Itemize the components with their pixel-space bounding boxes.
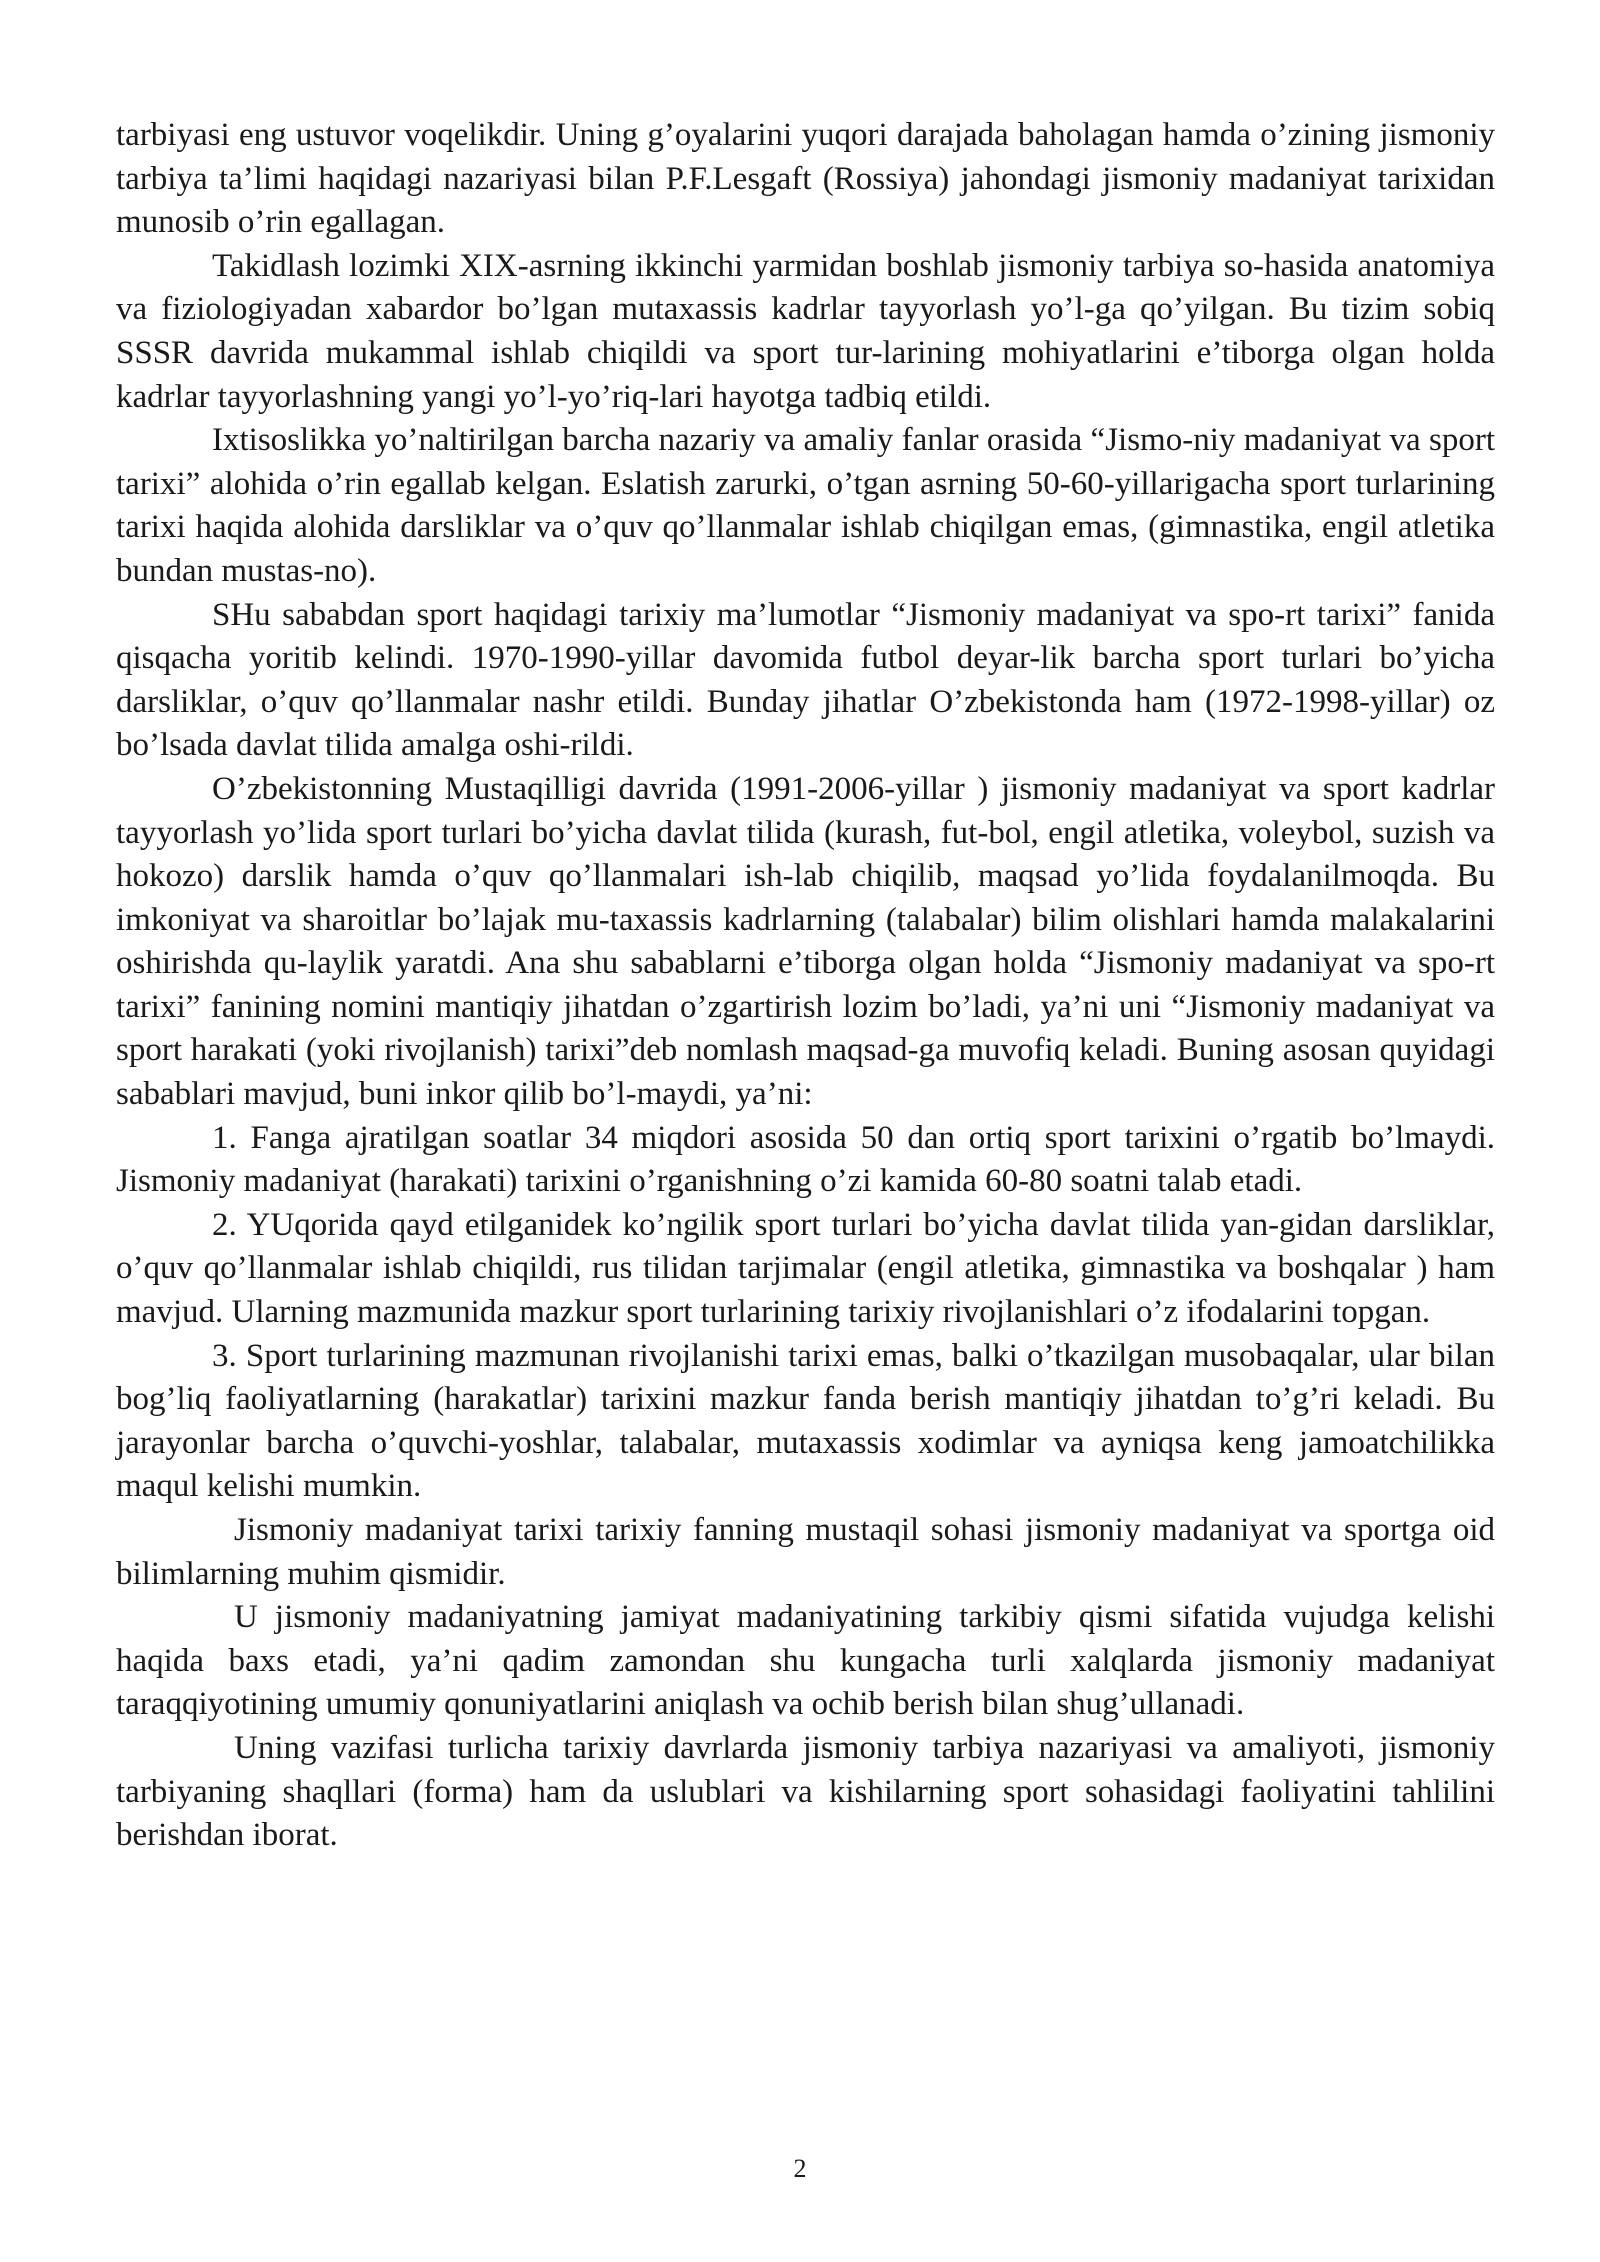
list-item: 3. Sport turlarining mazmunan rivojlanishi tarixi emas, balki o’tkazilgan musobaqalar, ular bilan bog’liq faoliyatlarning (harakatlar) tarixini mazkur fanda berish mantiqiy jihatdan to’g’ri keladi. Bu jarayonlar barcha o’quvchi-yoshlar, talabalar, mutaxassis xodimlar va ayniqsa keng jamoatchilikka maqul kelishi mumkin. xyxy=(116,1337,1495,1505)
paragraph: U jismoniy madaniyatning jamiyat madaniyatining tarkibiy qismi sifatida vujudga kelishi haqida baxs etadi, ya’ni qadim zamondan shu kungacha turli xalqlarda jismoniy madaniyat taraqqiyotining umumiy qonuniyatlarini aniqlash va ochib berish bilan shug’ullanadi. xyxy=(116,1599,1495,1723)
paragraph: Uning vazifasi turlicha tarixiy davrlarda jismoniy tarbiya nazariyasi va amaliyoti, jismoniy tarbiyaning shaqllari (forma) ham da uslublari va kishilarning sport sohasidagi faoliyatini tahlilini berishdan iborat. xyxy=(116,1729,1495,1854)
paragraph: Ixtisoslikka yo’naltirilgan barcha nazariy va amaliy fanlar orasida “Jismo-niy madaniyat va sport tarixi” alohida o’rin egallab kelgan. Eslatish zarurki, o’tgan asrning 50-60-yillarigacha sport turlarining tarixi haqida alohida darsliklar va o’quv qo’llanmalar ishlab chiqilgan emas, (gimnastika, engil atletika bundan mustas-no). xyxy=(116,422,1495,589)
document-body xyxy=(116,114,1495,1858)
list-item: 2. YUqorida qayd etilganidek ko’ngilik sport turlari bo’yicha davlat tilida yan-gidan darsliklar, o’quv qo’llanmalar ishlab chiqildi, rus tilidan tarjimalar (engil atletika, gimnastika va boshqalar ) ham mavjud. Ularning mazmunida mazkur sport turlarining tarixiy rivojlanishlari o’z ifodalarini topgan. xyxy=(116,1206,1495,1331)
paragraph: tarbiyasi eng ustuvor voqelikdir. Uning g’oyalarini yuqori darajada baholagan hamda o’zining jismoniy tarbiya ta’limi haqidagi nazariyasi bilan P.F.Lesgaft (Rossiya) jahondagi jismoniy madaniyat tarixidan munosib o’rin egallagan. xyxy=(116,117,1495,241)
list-item: 1. Fanga ajratilgan soatlar 34 miqdori asosida 50 dan ortiq sport tarixini o’rgatib bo’lmaydi. Jismoniy madaniyat (harakati) tarixini o’rganishning o’zi kamida 60-80 soatni talab etadi. xyxy=(116,1119,1495,1200)
paragraph: SHu sababdan sport haqidagi tarixiy ma’lumotlar “Jismoniy madaniyat va spo-rt tarixi” fanida qisqacha yoritib kelindi. 1970-1990-yillar davomida futbol deyar-lik barcha sport turlari bo’yicha darsliklar, o’quv qo’llanmalar nashr etildi. Bunday jihatlar O’zbekistonda ham (1972-1998-yillar) oz bo’lsada davlat tilida amalga oshi-rildi. xyxy=(116,596,1495,764)
paragraph: Takidlash lozimki XIX-asrning ikkinchi yarmidan boshlab jismoniy tarbiya so-hasida anatomiya va fiziologiyadan xabardor bo’lgan mutaxassis kadrlar tayyorlash yo’l-ga qo’yilgan. Bu tizim sobiq SSSR davrida mukammal ishlab chiqildi va sport tur-larining mohiyatlarini e’tiborga olgan holda kadrlar tayyorlashning yangi yo’l-yo’riq-lari hayotga tadbiq etildi. xyxy=(116,247,1495,415)
paragraph: O’zbekistonning Mustaqilligi davrida (1991-2006-yillar ) jismoniy madaniyat va sport kadrlar tayyorlash yo’lida sport turlari bo’yicha davlat tilida (kurash, fut-bol, engil atletika, voleybol, suzish va hokozo) darslik hamda o’quv qo’llanmalari ish-lab chiqilib, maqsad yo’lida foydalanilmoqda. Bu imkoniyat va sharoitlar bo’lajak mu-taxassis kadrlarning (talabalar) bilim olishlari hamda malakalarini oshirishda qu-laylik yaratdi. Ana shu sabablarni e’tiborga olgan holda “Jismoniy madaniyat va spo-rt tarixi” fanining nomini mantiqiy jihatdan o’zgartirish lozim bo’ladi, ya’ni uni “Jismoniy madaniyat va sport harakati (yoki rivojlanish) tarixi”deb nomlash maqsad-ga muvofiq keladi. Buning asosan quyidagi sabablari mavjud, buni inkor qilib bo’l-maydi, ya’ni: xyxy=(116,770,1495,1113)
page-number: 2 xyxy=(793,2154,807,2183)
paragraph: Jismoniy madaniyat tarixi tarixiy fanning mustaqil sohasi jismoniy madaniyat va sportga oid bilimlarning muhim qismidir. xyxy=(116,1512,1495,1592)
